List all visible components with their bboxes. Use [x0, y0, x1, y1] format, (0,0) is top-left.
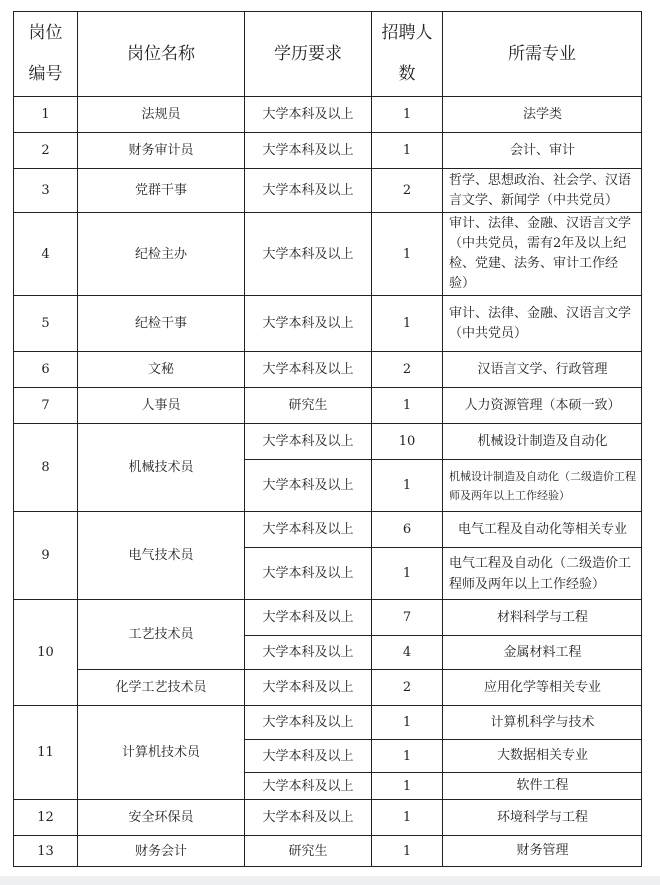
cell-edu: 大学本科及以上	[245, 97, 372, 133]
cell-count: 2	[372, 670, 443, 706]
cell-edu: 大学本科及以上	[245, 670, 372, 706]
cell-major: 电气工程及自动化（二级造价工程师及两年以上工作经验）	[443, 548, 642, 600]
header-edu: 学历要求	[245, 12, 372, 97]
cell-id: 4	[14, 213, 78, 296]
cell-count: 1	[372, 97, 443, 133]
cell-name: 化学工艺技术员	[78, 670, 245, 706]
cell-major: 材料科学与工程	[443, 600, 642, 636]
cell-edu: 大学本科及以上	[245, 706, 372, 740]
header-major: 所需专业	[443, 12, 642, 97]
header-id: 岗位 编号	[14, 12, 78, 97]
header-name: 岗位名称	[78, 12, 245, 97]
cell-name: 计算机技术员	[78, 706, 245, 800]
cell-edu: 研究生	[245, 388, 372, 424]
table-row	[14, 706, 642, 740]
cell-id: 11	[14, 706, 78, 800]
cell-major: 大数据相关专业	[443, 740, 642, 773]
table-row	[14, 97, 642, 133]
cell-id: 13	[14, 836, 78, 867]
cell-id: 9	[14, 512, 78, 600]
cell-edu: 大学本科及以上	[245, 740, 372, 773]
cell-count: 2	[372, 352, 443, 388]
table-row	[14, 424, 642, 460]
cell-count: 1	[372, 460, 443, 512]
table-row	[14, 169, 642, 213]
cell-id: 1	[14, 97, 78, 133]
cell-edu: 大学本科及以上	[245, 169, 372, 213]
recruitment-table	[13, 11, 642, 867]
cell-edu: 大学本科及以上	[245, 636, 372, 670]
cell-major: 人力资源管理（本硕一致）	[443, 388, 642, 424]
table-row	[14, 600, 642, 636]
cell-count: 1	[372, 388, 443, 424]
cell-count: 1	[372, 740, 443, 773]
cell-id: 3	[14, 169, 78, 213]
cell-name: 人事员	[78, 388, 245, 424]
cell-major: 机械设计制造及自动化	[443, 424, 642, 460]
header-count: 招聘人 数	[372, 12, 443, 97]
cell-name: 工艺技术员	[78, 600, 245, 670]
table-row	[14, 512, 642, 548]
cell-count: 2	[372, 169, 443, 213]
cell-count: 1	[372, 836, 443, 867]
cell-name: 电气技术员	[78, 512, 245, 600]
cell-major: 会计、审计	[443, 133, 642, 169]
cell-count: 1	[372, 706, 443, 740]
cell-id: 6	[14, 352, 78, 388]
cell-edu: 大学本科及以上	[245, 352, 372, 388]
cell-name: 纪检主办	[78, 213, 245, 296]
table-row	[14, 388, 642, 424]
cell-count: 1	[372, 296, 443, 352]
cell-major: 法学类	[443, 97, 642, 133]
cell-name: 财务会计	[78, 836, 245, 867]
cell-major: 计算机科学与技术	[443, 706, 642, 740]
cell-count: 6	[372, 512, 443, 548]
cell-edu: 大学本科及以上	[245, 133, 372, 169]
cell-major: 应用化学等相关专业	[443, 670, 642, 706]
cell-id: 8	[14, 424, 78, 512]
cell-id: 12	[14, 800, 78, 836]
cell-edu: 大学本科及以上	[245, 296, 372, 352]
cell-count: 1	[372, 800, 443, 836]
cell-count: 1	[372, 548, 443, 600]
cell-edu: 大学本科及以上	[245, 213, 372, 296]
cell-count: 1	[372, 213, 443, 296]
table-row	[14, 836, 642, 867]
cell-major: 哲学、思想政治、社会学、汉语言文学、新闻学（中共党员）	[443, 169, 642, 213]
cell-edu: 大学本科及以上	[245, 460, 372, 512]
table-row	[14, 670, 642, 706]
header-row	[14, 12, 642, 97]
cell-name: 机械技术员	[78, 424, 245, 512]
cell-major: 汉语言文学、行政管理	[443, 352, 642, 388]
cell-name: 安全环保员	[78, 800, 245, 836]
cell-major: 金属材料工程	[443, 636, 642, 670]
cell-count: 10	[372, 424, 443, 460]
cell-major: 电气工程及自动化等相关专业	[443, 512, 642, 548]
cell-edu: 大学本科及以上	[245, 773, 372, 800]
cell-major: 审计、法律、金融、汉语言文学（中共党员）	[443, 296, 642, 352]
cell-edu: 研究生	[245, 836, 372, 867]
cell-edu: 大学本科及以上	[245, 800, 372, 836]
table-row	[14, 133, 642, 169]
cell-name: 纪检干事	[78, 296, 245, 352]
cell-major: 财务管理	[443, 836, 642, 867]
cell-count: 7	[372, 600, 443, 636]
cell-name: 财务审计员	[78, 133, 245, 169]
cell-major: 机械设计制造及自动化（二级造价工程师及两年以上工作经验）	[443, 460, 642, 512]
cell-id: 2	[14, 133, 78, 169]
table-row	[14, 352, 642, 388]
cell-name: 文秘	[78, 352, 245, 388]
table-row	[14, 800, 642, 836]
cell-count: 4	[372, 636, 443, 670]
cell-major: 审计、法律、金融、汉语言文学（中共党员，需有2年及以上纪检、党建、法务、审计工作经验）	[443, 213, 642, 296]
cell-id: 7	[14, 388, 78, 424]
cell-edu: 大学本科及以上	[245, 600, 372, 636]
table-row	[14, 296, 642, 352]
cell-id: 10	[14, 600, 78, 706]
cell-edu: 大学本科及以上	[245, 424, 372, 460]
cell-edu: 大学本科及以上	[245, 512, 372, 548]
cell-name: 党群干事	[78, 169, 245, 213]
cell-count: 1	[372, 773, 443, 800]
cell-major: 软件工程	[443, 773, 642, 800]
cell-major: 环境科学与工程	[443, 800, 642, 836]
cell-id: 5	[14, 296, 78, 352]
cell-edu: 大学本科及以上	[245, 548, 372, 600]
cell-count: 1	[372, 133, 443, 169]
cell-name: 法规员	[78, 97, 245, 133]
table-row	[14, 213, 642, 296]
